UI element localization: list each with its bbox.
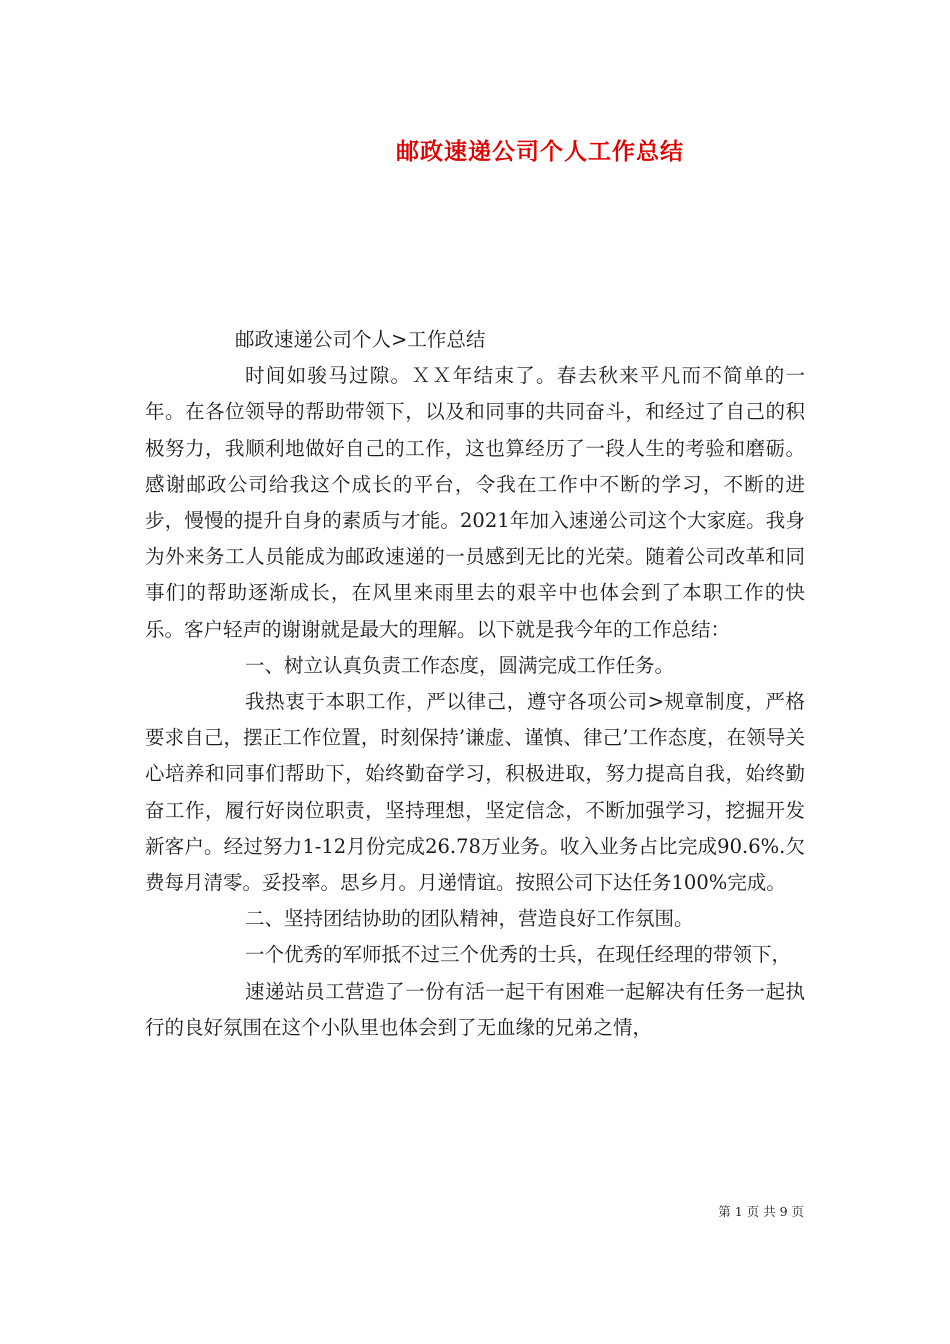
- page-number: 第 1 页 共 9 页: [718, 1204, 804, 1219]
- paragraph-section-2a: 一个优秀的军师抵不过三个优秀的士兵，在现任经理的带领下，: [245, 943, 792, 967]
- paragraph-section-1: 我热衷于本职工作，严以律己，遵守各项公司>规章制度，严格要求自己，摆正工作位置，时刻保持’谦虚、谨慎、律己’工作态度，在领导关心培养和同事们帮助下，始终勤奋学习，积极进取，努力提高自我，始终勤奋工作，履行好岗位职责，坚持理想，坚定信念，不断加强学习，挖掘开发新客户。经过努力1-12月份完成26.78万业务。收入业务占比完成90.6%.欠费每月清零。妥投率。思乡月。月递情谊。按照公司下达任务100%完成。: [145, 690, 805, 895]
- document-subtitle: 邮政速递公司个人>工作总结: [235, 328, 486, 351]
- paragraph-intro: 时间如骏马过隙。ＸＸ年结束了。春去秋来平凡而不简单的一年。在各位领导的帮助带领下，以及和同事的共同奋斗，和经过了自己的积极努力，我顺利地做好自己的工作，这也算经历了一段人生的考验和磨砺。感谢邮政公司给我这个成长的平台，令我在工作中不断的学习，不断的进步，慢慢的提升自身的素质与才能。2021年加入速递公司这个大家庭。我身为外来务工人员能成为邮政速递的一员感到无比的光荣。随着公司改革和同事们的帮助逐渐成长，在风里来雨里去的艰辛中也体会到了本职工作的快乐。客户轻声的谢谢就是最大的理解。以下就是我今年的工作总结：: [145, 364, 805, 641]
- section-heading-1: 一、树立认真负责工作态度，圆满完成工作任务。: [245, 653, 675, 677]
- paragraph-section-2b: 速递站员工营造了一份有活一起干有困难一起解决有任务一起执行的良好氛围在这个小队里也体会到了无血缘的兄弟之情，: [145, 979, 805, 1039]
- document-body: [145, 322, 805, 1046]
- document-title: 邮政速递公司个人工作总结: [396, 138, 684, 165]
- section-heading-2: 二、坚持团结协助的团队精神，营造良好工作氛围。: [245, 907, 694, 931]
